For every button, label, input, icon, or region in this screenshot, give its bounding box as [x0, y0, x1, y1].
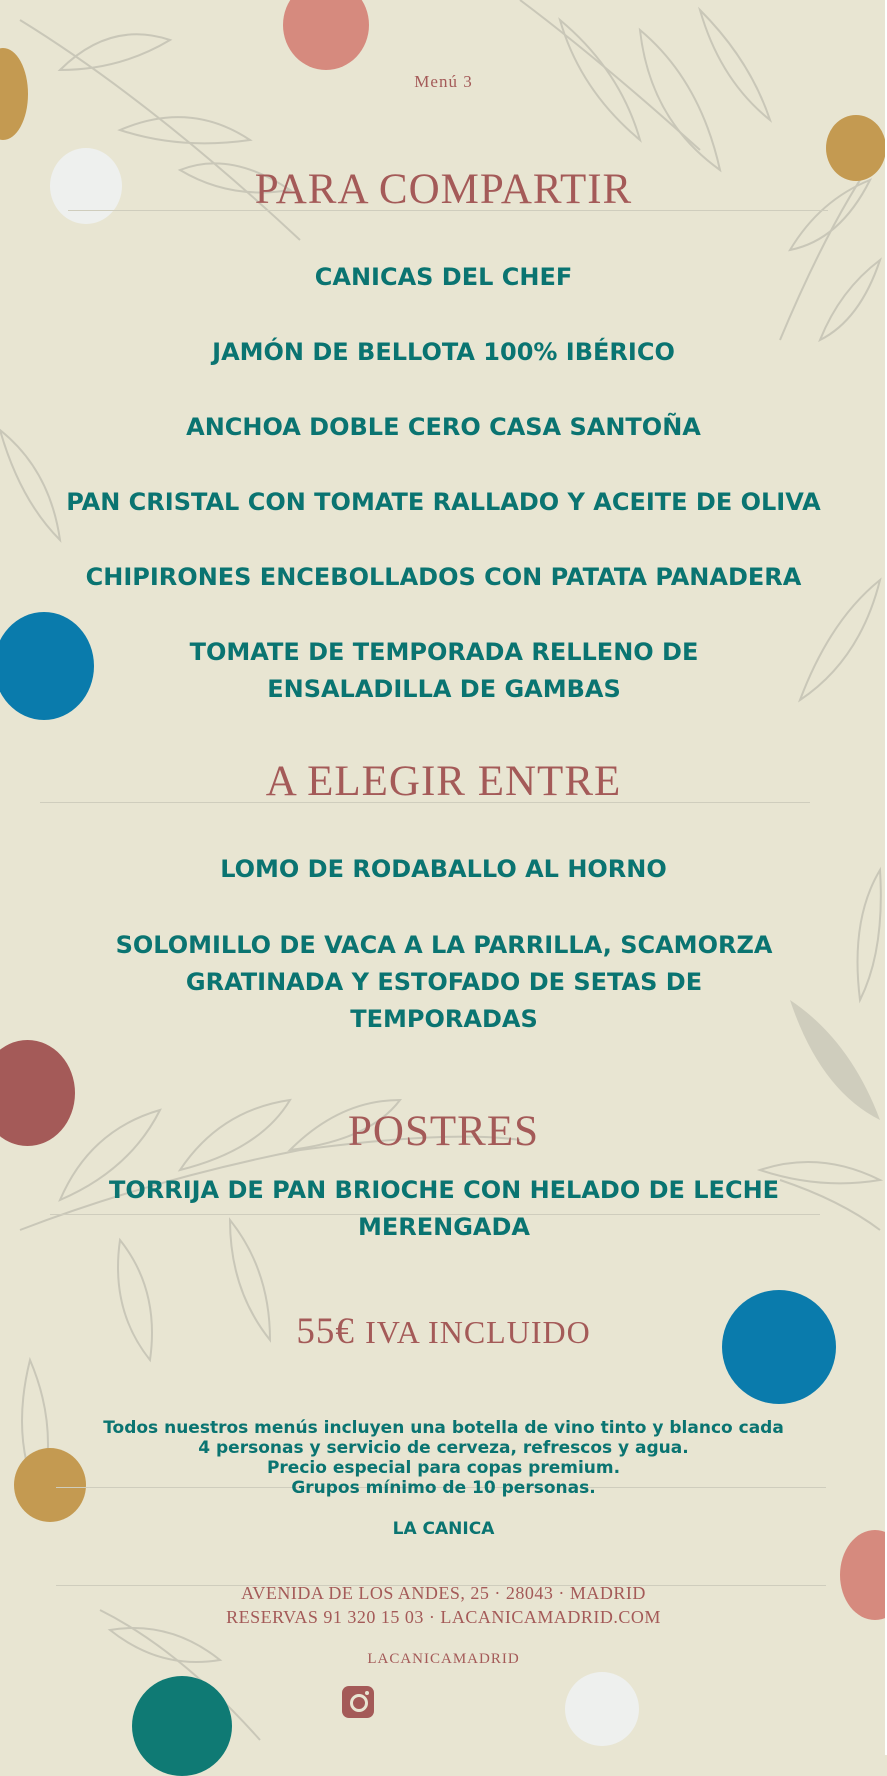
dish-item: ANCHOA DOBLE CERO CASA SANTOÑA — [186, 413, 701, 441]
note-line: 4 personas y servicio de cerveza, refrescos y agua. — [198, 1438, 689, 1458]
section-title-para-compartir: PARA COMPARTIR — [254, 166, 633, 213]
decorative-dot-teal — [132, 1676, 232, 1776]
dish-item: PAN CRISTAL CON TOMATE RALLADO Y ACEITE DE OLIVA — [66, 488, 821, 516]
restaurant-name: LA CANICA — [392, 1519, 495, 1539]
note-line: Todos nuestros menús incluyen una botella de vino tinto y blanco cada — [103, 1418, 784, 1438]
dish-item: CANICAS DEL CHEF — [314, 263, 573, 291]
note-line: Precio especial para copas premium. — [266, 1458, 621, 1478]
menu-notes — [0, 1418, 887, 1498]
dish-item: CHIPIRONES ENCEBOLLADOS CON PATATA PANADERA — [85, 563, 802, 591]
instagram-icon-ring — [350, 1694, 368, 1712]
menu-number: Menú 3 — [414, 72, 473, 91]
footer-address: AVENIDA DE LOS ANDES, 25 · 28043 · MADRID — [241, 1583, 646, 1603]
note-line: Grupos mínimo de 10 personas. — [291, 1478, 596, 1498]
dish-item: SOLOMILLO DE VACA A LA PARRILLA, SCAMORZA GRATINADA Y ESTOFADO DE SETAS DE TEMPORADAS — [115, 931, 773, 1033]
decorative-dot-white — [565, 1672, 639, 1746]
section-title-postres: POSTRES — [347, 1108, 539, 1155]
footer-reservations[interactable]: RESERVAS 91 320 15 03 · LACANICAMADRID.COM — [226, 1607, 661, 1627]
menu-price — [0, 1310, 887, 1353]
instagram-icon-dot — [365, 1691, 369, 1695]
dish-item: TORRIJA DE PAN BRIOCHE CON HELADO DE LECHE MERENGADA — [108, 1176, 780, 1241]
instagram-icon[interactable] — [342, 1686, 374, 1718]
price-label: IVA INCLUIDO — [365, 1314, 591, 1350]
social-handle[interactable]: LACANICAMADRID — [367, 1651, 520, 1667]
section-title-a-elegir-entre: A ELEGIR ENTRE — [265, 758, 622, 805]
dish-item: LOMO DE RODABALLO AL HORNO — [220, 855, 667, 883]
price-amount: 55€ — [296, 1311, 355, 1352]
dish-item: JAMÓN DE BELLOTA 100% IBÉRICO — [212, 338, 675, 366]
dish-item: TOMATE DE TEMPORADA RELLENO DE ENSALADILLA DE GAMBAS — [189, 638, 699, 703]
